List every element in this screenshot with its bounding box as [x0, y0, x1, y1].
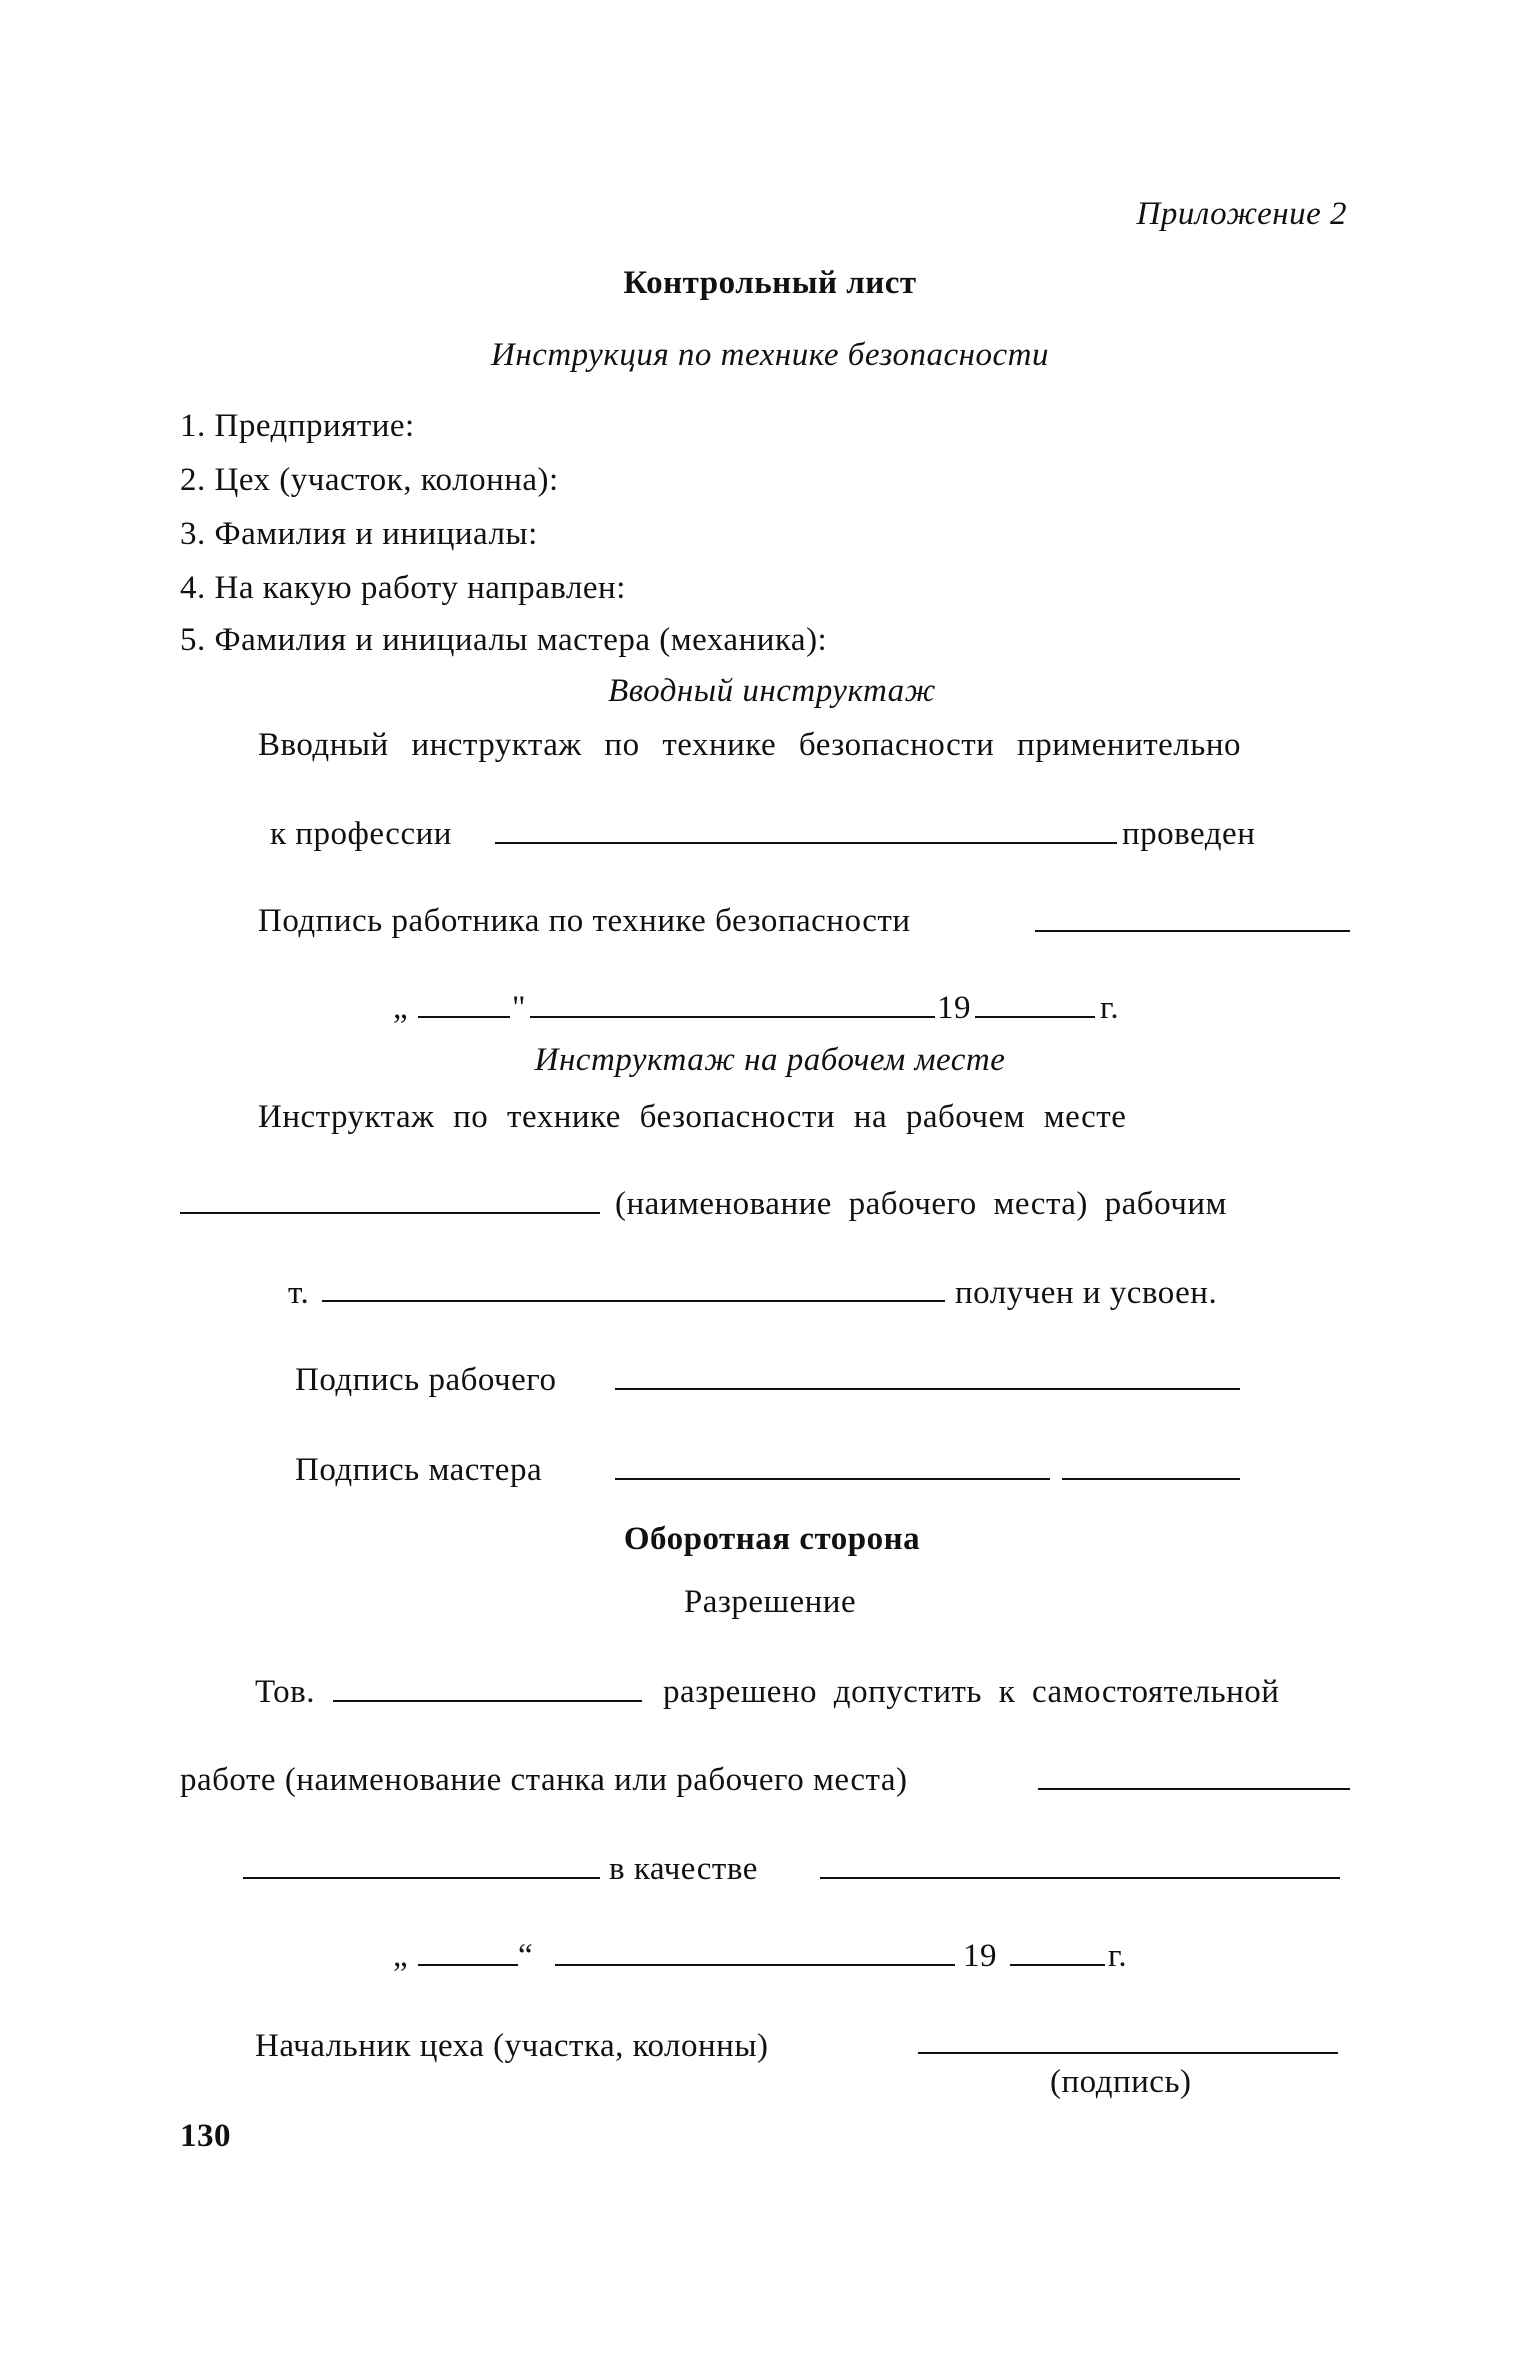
reverse-heading: Оборотная сторона: [623, 1521, 921, 1557]
date-day-field[interactable]: [418, 1016, 510, 1018]
position-field-left[interactable]: [243, 1877, 600, 1879]
worker-prefix: т.: [288, 1275, 310, 1311]
tov-name-field[interactable]: [333, 1700, 642, 1702]
document-title: Контрольный лист: [623, 265, 917, 301]
date-month-field[interactable]: [530, 1016, 935, 1018]
allowed-text: разрешено допустить к самостоятельной: [663, 1674, 1280, 1710]
intro-heading: Вводный инструктаж: [608, 673, 936, 709]
profession-prefix: к профессии: [270, 816, 452, 852]
item-name: 3. Фамилия и инициалы:: [180, 516, 538, 552]
date-year-field[interactable]: [975, 1016, 1095, 1018]
signature-safety-label: Подпись работника по технике безопасности: [258, 903, 911, 939]
appendix-label: Приложение 2: [1136, 196, 1347, 232]
tov-label: Тов.: [255, 1674, 316, 1710]
position-field-right[interactable]: [820, 1877, 1340, 1879]
profession-suffix: проведен: [1122, 816, 1256, 852]
workplace-heading: Инструктаж на рабочем месте: [534, 1042, 1006, 1078]
date-year: 19: [937, 990, 971, 1026]
page-number: 130: [180, 2118, 231, 2154]
intro-line1: Вводный инструктаж по технике безопасности применительно: [258, 727, 1241, 763]
item-enterprise: 1. Предприятие:: [180, 408, 415, 444]
date-mid-quote: ": [512, 990, 526, 1026]
document-subtitle: Инструкция по технике безопасности: [491, 337, 1049, 373]
profession-field[interactable]: [495, 842, 1117, 844]
work-place-field[interactable]: [1038, 1788, 1350, 1790]
signature-safety-field[interactable]: [1035, 930, 1350, 932]
rev-date-year-field[interactable]: [1010, 1964, 1105, 1966]
rev-date-year: 19: [963, 1938, 997, 1974]
as-text: в качестве: [609, 1851, 758, 1887]
signature-master-field[interactable]: [615, 1478, 1050, 1480]
date-open-quote: „: [393, 990, 409, 1026]
signature-caption: (подпись): [1050, 2064, 1192, 2100]
signature-worker-label: Подпись рабочего: [295, 1362, 557, 1398]
signature-master-field-2[interactable]: [1062, 1478, 1240, 1480]
worker-suffix: получен и усвоен.: [955, 1275, 1218, 1311]
item-workshop: 2. Цех (участок, колонна):: [180, 462, 559, 498]
item-work: 4. На какую работу направлен:: [180, 570, 626, 606]
rev-date-day-field[interactable]: [418, 1964, 518, 1966]
signature-master-label: Подпись мастера: [295, 1452, 543, 1488]
item-master: 5. Фамилия и инициалы мастера (механика):: [180, 622, 828, 658]
reverse-subheading: Разрешение: [683, 1584, 857, 1620]
worker-name-field[interactable]: [322, 1300, 945, 1302]
chief-label: Начальник цеха (участка, колонны): [255, 2028, 769, 2064]
workplace-line1: Инструктаж по технике безопасности на рабочем месте: [258, 1099, 1127, 1135]
chief-signature-field[interactable]: [918, 2052, 1338, 2054]
rev-date-mid-quote: “: [518, 1938, 534, 1974]
signature-worker-field[interactable]: [615, 1388, 1240, 1390]
date-suffix: г.: [1100, 990, 1120, 1026]
workplace-name-field[interactable]: [180, 1212, 600, 1214]
work-text: работе (наименование станка или рабочего места): [180, 1762, 908, 1798]
rev-date-month-field[interactable]: [555, 1964, 955, 1966]
rev-date-open-quote: „: [393, 1938, 409, 1974]
workplace-line2: (наименование рабочего места) рабочим: [615, 1186, 1227, 1222]
rev-date-suffix: г.: [1108, 1938, 1128, 1974]
